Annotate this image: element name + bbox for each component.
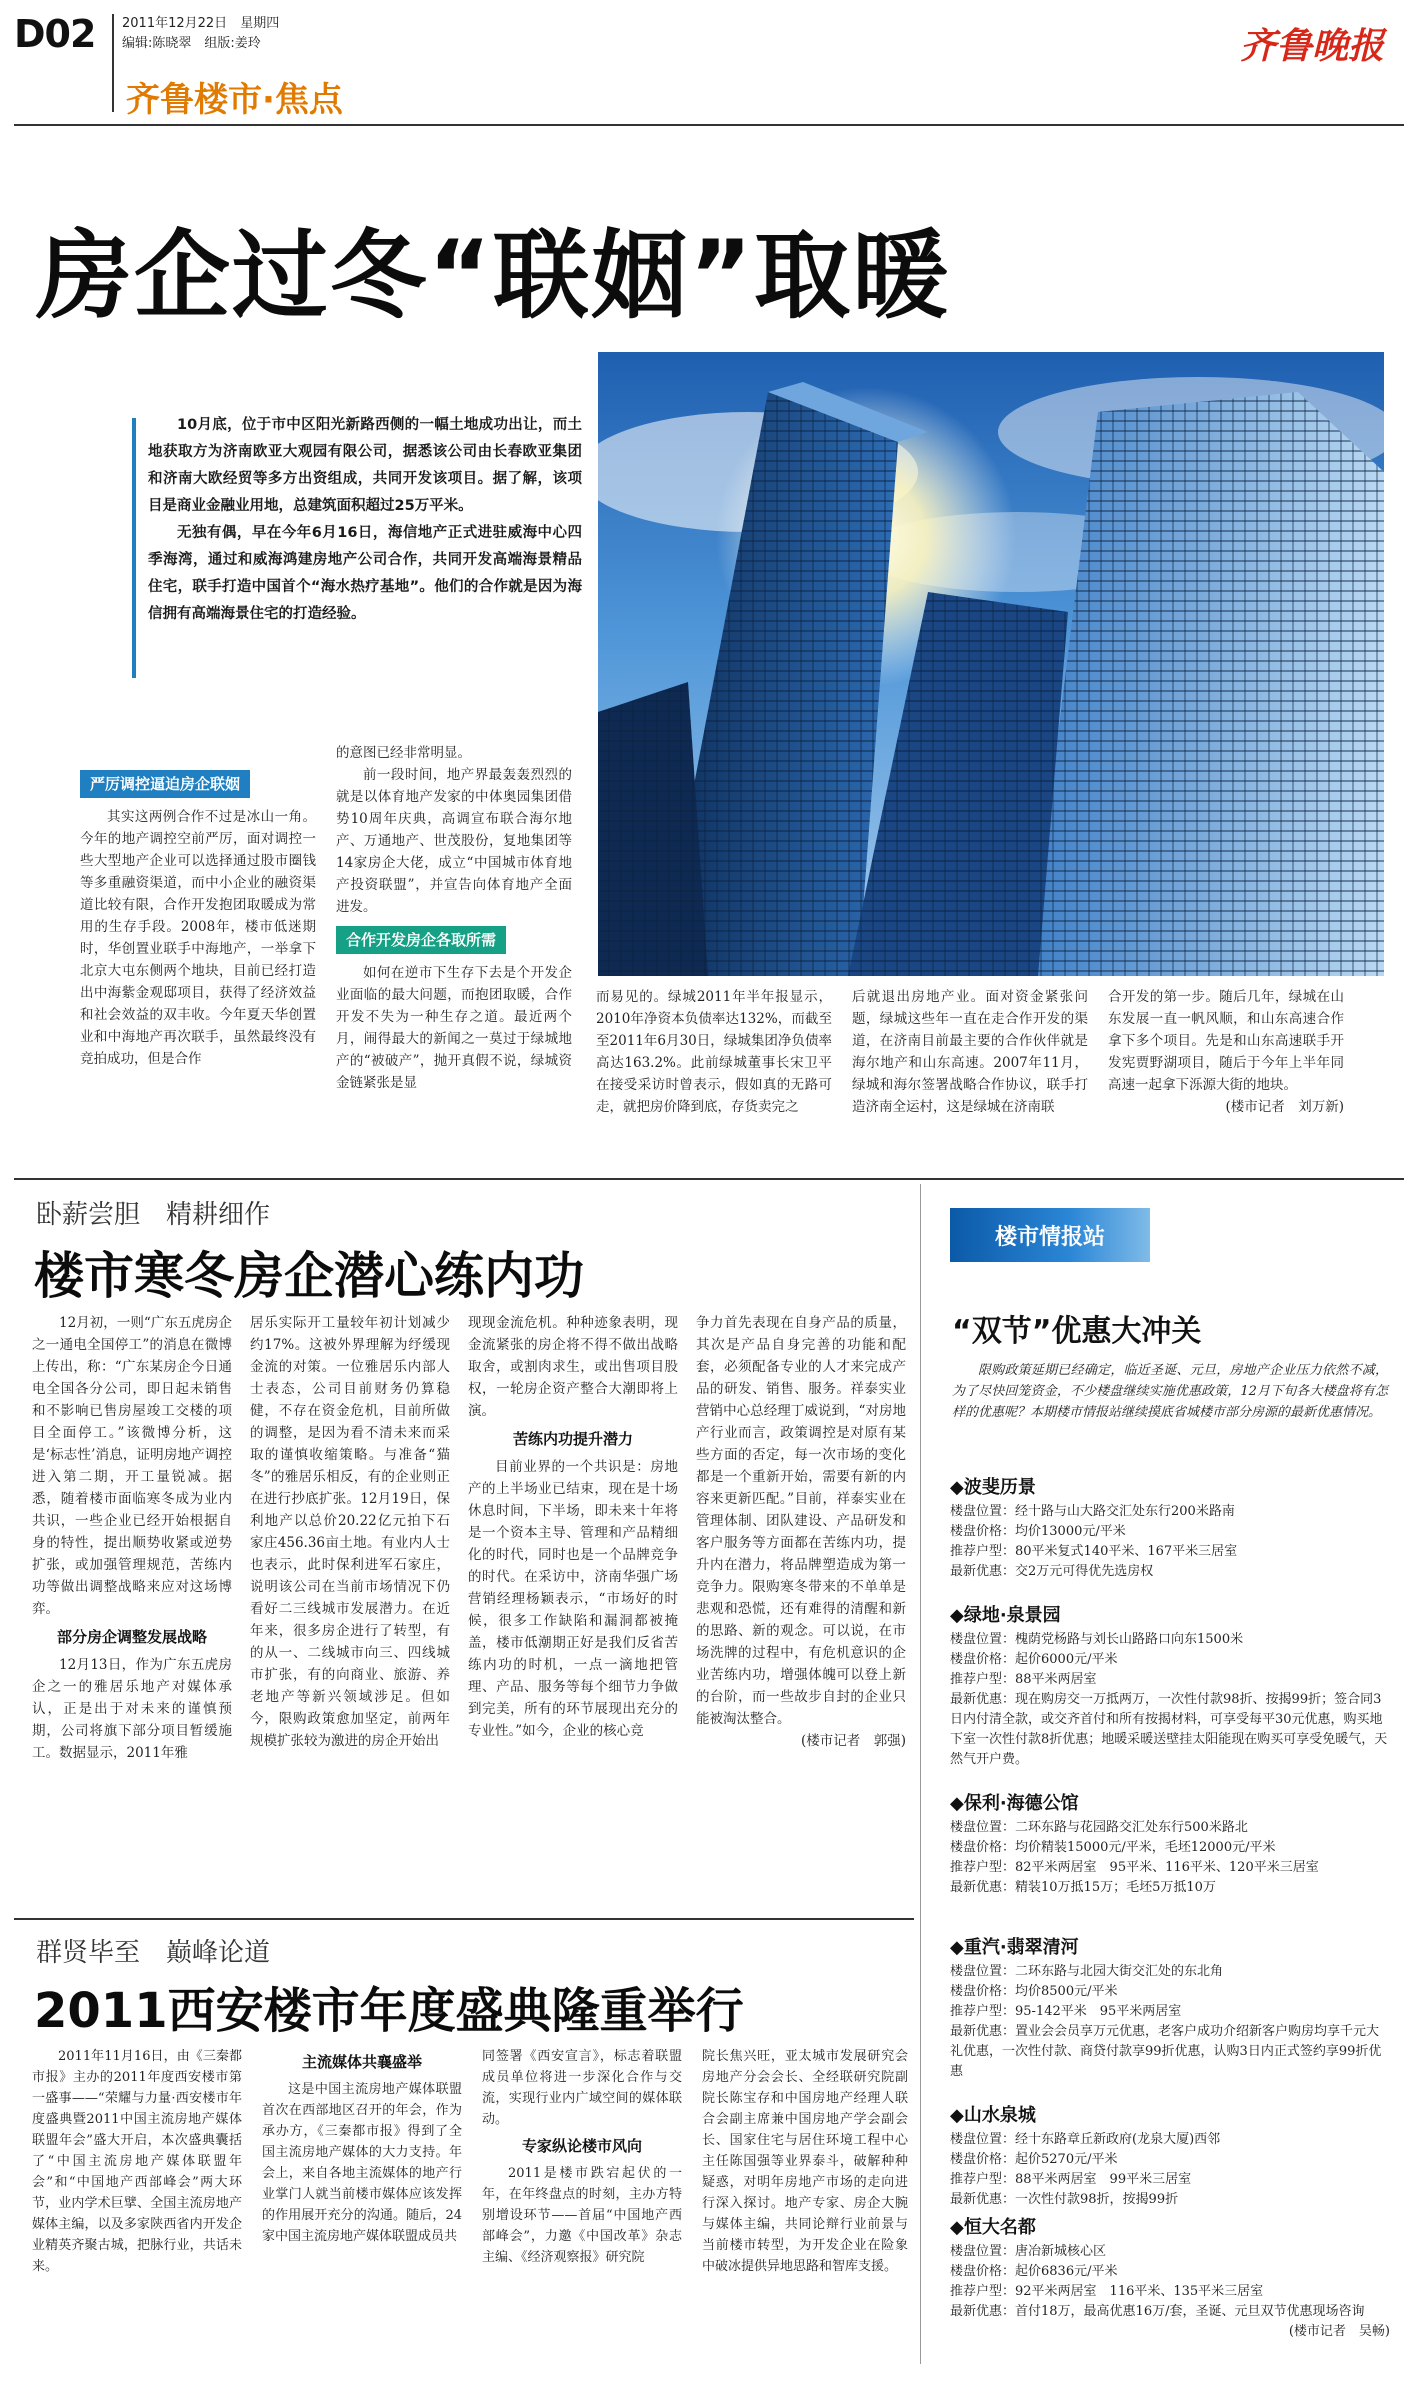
story2-column-1 <box>32 1312 232 1764</box>
listing-deal: 最新优惠：交2万元可得优先选房权 <box>950 1564 1154 1579</box>
story1-subhead-1: 严厉调控逼迫房企联姻 <box>80 770 250 798</box>
listing-type: 推荐户型：88平米两居室 99平米三居室 <box>950 2172 1192 2187</box>
column-divider <box>920 1184 921 2364</box>
listing-deal: 最新优惠：置业会会员享万元优惠，老客户成功介绍新客户购房均享千元大礼优惠，一次性付款、商贷付款享99折优惠，认购3日内正式签约享99折优惠 <box>950 2024 1382 2079</box>
listing-location: 楼盘位置：槐荫党杨路与刘长山路路口向东1500米 <box>950 1632 1244 1647</box>
body-text: 12月初，一则“广东五虎房企之一通电全国停工”的消息在微博上传出，称：“广东某房企今日通电全国各分公司，即日起未销售和不影响已售房屋竣工交楼的项目全面停工。”该微博分析，这是‘标志性’消息，证明房地产调控进入第二期，开工量锐减。据悉，随着楼市面临寒冬成为业内共识，一些企业已经开始根据自身的特性，提出顺势收紧或逆势扩张，或加强管理规范，苦练内功等做出调整战略来应对这场博弈。 <box>32 1315 232 1617</box>
listing-location: 楼盘位置：经十东路章丘新政府(龙泉大厦)西邻 <box>950 2132 1221 2147</box>
story2-subhead-2: 苦练内功提升潜力 <box>512 1430 633 1448</box>
listing-name: ◆波斐历景 <box>950 1477 1036 1498</box>
story1-column-3 <box>596 986 832 1118</box>
listing-5 <box>950 2106 1390 2210</box>
story2-column-4 <box>696 1312 906 1752</box>
body-text: 2011年11月16日，由《三秦都市报》主办的2011年度西安楼市第一盛事——“荣耀与力量·西安楼市年度盛典暨2011中国主流房地产媒体联盟年会”盛大开启，本次盛典囊括了“中国主流房地产媒体联盟年会”和“中国地产西部峰会”两大环节，业内学术巨擘、全国主流房地产媒体主编，以及多家陕西省内开发企业精英齐聚古城，把脉行业，共话未来。 <box>32 2049 242 2274</box>
body-text: 争力首先表现在自身产品的质量，其次是产品自身完善的功能和配套，必须配备专业的人才来完成产品的研发、销售、服务。祥泰实业营销中心总经理丁威说到，“对房地产行业而言，政策调控是对原有某些方面的否定，每一次市场的变化都是一个重新开始，需要有新的内容来更新匹配。”目前，祥泰实业在管理体制、团队建设、产品研发和客户服务等方面都在苦练内功，提升内在潜力，将品牌塑造成为第一竞争力。限购寒冬带来的不单单是悲观和恐慌，还有难得的清醒和新的思路、新的观念。可以说，在市场洗牌的过程中，有危机意识的企业苦练内功，增强体魄可以登上新的台阶，而一些故步自封的企业只能被淘汰整合。 <box>696 1315 906 1727</box>
story3-headline: 2011西安楼市年度盛典隆重举行 <box>34 1983 744 2039</box>
story2-column-3 <box>468 1312 678 1742</box>
listing-name: ◆山水泉城 <box>950 2105 1036 2126</box>
listing-type: 推荐户型：88平米两居室 <box>950 1672 1097 1687</box>
listing-type: 推荐户型：82平米两居室 95平米、116平米、120平米三居室 <box>950 1860 1319 1875</box>
body-text: 合开发的第一步。随后几年，绿城在山东发展一直一帆风顺，和山东高速合作拿下多个项目。先是和山东高速联手开发宪贾野湖项目，随后于今年上半年同高速一起拿下泺源大街的地块。 <box>1108 989 1344 1093</box>
listing-1 <box>950 1478 1390 1582</box>
listing-deal: 最新优惠：一次性付款98折，按揭99折 <box>950 2192 1179 2207</box>
story3-column-1 <box>32 2046 242 2277</box>
paper-logo: 齐鲁晚报 <box>1240 25 1385 67</box>
listing-type: 推荐户型：80平米复式140平米、167平米三居室 <box>950 1544 1238 1559</box>
story2-subhead-1: 部分房企调整发展战略 <box>56 1628 207 1646</box>
listing-name: ◆绿地·泉景园 <box>950 1605 1061 1626</box>
story1-column-4 <box>852 986 1088 1118</box>
skyscraper-photo <box>598 352 1384 976</box>
section-divider <box>14 1918 914 1920</box>
body-text: 同签署《西安宣言》，标志着联盟成员单位将进一步深化合作与交流，实现行业内广域空间的媒体联动。 <box>482 2049 682 2127</box>
story2-kicker: 卧薪尝胆 精耕细作 <box>36 1200 271 1230</box>
story2-headline: 楼市寒冬房企潜心练内功 <box>34 1247 584 1305</box>
story3-kicker: 群贤毕至 巅峰论道 <box>36 1938 271 1968</box>
sidebar-intro: 限购政策延期已经确定，临近圣诞、元旦，房地产企业压力依然不减，为了尽快回笼资金，不少楼盘继续实施优惠政策，12月下旬各大楼盘将有怎样的优惠呢？本期楼市情报站继续摸底省城楼市部分房源的最新优惠情况。 <box>952 1363 1388 1420</box>
issue-weekday: 星期四 <box>240 16 280 31</box>
story2-byline: (楼市记者 郭强) <box>800 1733 906 1749</box>
listing-6 <box>950 2218 1390 2342</box>
issue-meta <box>122 14 279 54</box>
story3-subhead-2: 专家纵论楼市风向 <box>521 2137 642 2155</box>
sidebar-logo-text: 楼市情报站 <box>994 1224 1105 1250</box>
listing-location: 楼盘位置：唐冶新城核心区 <box>950 2244 1107 2259</box>
lead-paragraph: 10月底，位于市中区阳光新路西侧的一幅土地成功出让，而土地获取方为济南欧亚大观园有限公司，据悉该公司由长春欧亚集团和济南大欧经贸等多方出资组成，共同开发该项目。据了解，该项目是商业金融业用地，总建筑面积超过25万平米。 <box>148 417 582 514</box>
listing-name: ◆保利·海德公馆 <box>950 1793 1079 1814</box>
listing-deal: 最新优惠：精装10万抵15万；毛坯5万抵10万 <box>950 1880 1216 1895</box>
listing-price: 楼盘价格：均价精装15000元/平米，毛坯12000元/平米 <box>950 1840 1276 1855</box>
listing-location: 楼盘位置：二环东路与北园大街交汇处的东北角 <box>950 1964 1224 1979</box>
listing-type: 推荐户型：92平米两居室 116平米、135平米三居室 <box>950 2284 1264 2299</box>
masthead-divider <box>14 124 1404 126</box>
listing-4 <box>950 1938 1390 2082</box>
listing-name: ◆重汽·翡翠清河 <box>950 1937 1079 1958</box>
listing-price: 楼盘价格：均价8500元/平米 <box>950 1984 1118 1999</box>
story1-subhead-2: 合作开发房企各取所需 <box>336 926 506 954</box>
listing-type: 推荐户型：95-142平米 95平米两居室 <box>950 2004 1182 2019</box>
story3-column-3 <box>482 2046 682 2268</box>
section-title: 齐鲁楼市·焦点 <box>126 80 343 120</box>
editor-credit: 编辑:陈晓翠 <box>122 36 192 51</box>
story3-column-4 <box>702 2046 908 2277</box>
section-divider <box>14 1178 1404 1180</box>
body-text: 如何在逆市下生存下去是个开发企业面临的最大问题，而抱团取暖，合作开发不失为一种生存之道。最近两个月，闹得最大的新闻之一莫过于绿城地产的“被破产”，抛开真假不说，绿城资金链紧张是显 <box>336 965 572 1091</box>
story1-column-1 <box>80 770 316 1070</box>
page-number: D02 <box>14 12 96 56</box>
listing-3 <box>950 1794 1390 1898</box>
body-text: 居乐实际开工量较年初计划减少约17%。这被外界理解为纾缓现金流的对策。一位雅居乐内部人士表态，公司目前财务仍算稳健，不存在资金危机，目前所做的调整，是因为看不清未来而采取的谨慎收缩策略。与准备“猫冬”的雅居乐相反，有的企业则正在进行抄底扩张。12月19日，保利地产以总价20.22亿元拍下石家庄456.36亩土地。有业内人士也表示，此时保利进军石家庄，说明该公司在当前市场情况下仍看好二三线城市发展潜力。在近年来，很多房企进行了转型，有的从一、二线城市向三、四线城市扩张，有的向商业、旅游、养老地产等新兴领域涉足。但如今，限购政策愈加坚定，前两年规模扩张较为激进的房企开始出 <box>250 1315 450 1749</box>
listing-price: 楼盘价格：起价6836元/平米 <box>950 2264 1118 2279</box>
issue-date: 2011年12月22日 <box>122 16 228 31</box>
sidebar-headline: “双节”优惠大冲关 <box>952 1314 1202 1349</box>
story1-headline: 房企过冬“联姻”取暖 <box>36 220 951 332</box>
story1-byline: (楼市记者 刘万新) <box>1225 1099 1344 1115</box>
listing-location: 楼盘位置：二环东路与花园路交汇处东行500米路北 <box>950 1820 1248 1835</box>
listing-price: 楼盘价格：起价5270元/平米 <box>950 2152 1118 2167</box>
listing-deal: 最新优惠：现在购房交一万抵两万，一次性付款98折、按揭99折；签合同3日内付清全款，或交齐首付和所有按揭材料，可享受每平30元优惠，购买地下室一次性付款8折优惠；地暖采暖送壁挂太阳能现在购买可享受免暖气，天然气开户费。 <box>950 1692 1388 1767</box>
body-text: 现现金流危机。种种迹象表明，现金流紧张的房企将不得不做出战略取舍，或割肉求生，或出售项目股权，一轮房企资产整合大潮即将上演。 <box>468 1315 678 1419</box>
body-text: 后就退出房地产业。面对资金紧张问题，绿城这些年一直在走合作开发的渠道，在济南目前最主要的合作伙伴就是海尔地产和山东高速。2007年11月，绿城和海尔签署战略合作协议，联手打造济南全运村，这是绿城在济南联 <box>852 989 1088 1115</box>
body-text: 2011是楼市跌宕起伏的一年，在年终盘点的时刻，主办方特别增设环节——首届“中国地产西部峰会”，力邀《中国改革》杂志主编、《经济观察报》研究院 <box>482 2166 682 2265</box>
sidebar-logo <box>950 1208 1150 1262</box>
story3-subhead-1: 主流媒体共襄盛举 <box>301 2053 422 2071</box>
story1-column-5 <box>1108 986 1344 1118</box>
listing-name: ◆恒大名都 <box>950 2217 1036 2238</box>
story3-column-2 <box>262 2046 462 2247</box>
sidebar-byline: (楼市记者 吴畅) <box>1288 2324 1390 2339</box>
masthead-divider-vertical <box>112 14 114 112</box>
body-text: 的意图已经非常明显。 <box>336 745 471 761</box>
story1-column-2 <box>336 742 572 1094</box>
body-text: 而易见的。绿城2011年半年报显示，2010年净资本负债率达132%，而截至至2011年6月30日，绿城集团净负债率高达163.2%。此前绿城董事长宋卫平在接受采访时曾表示，假如真的无路可走，就把房价降到底，存货卖完之 <box>596 989 832 1115</box>
lead-intro <box>148 412 582 628</box>
body-text: 院长焦兴旺，亚太城市发展研究会房地产分会会长、全经联研究院副院长陈宝存和中国房地产经理人联合会副主席兼中国房地产学会副会长、国家住宅与居住环境工程中心主任陈国强等业界泰斗，破解种种疑惑，对明年房地产市场的走向进行深入探讨。地产专家、房企大腕与媒体主编，共同论辩行业前景与当前楼市转型，为开发企业在险象中破冰提供异地思路和智库支援。 <box>702 2049 908 2274</box>
listing-deal: 最新优惠：首付18万，最高优惠16万/套，圣诞、元旦双节优惠现场咨询 <box>950 2304 1365 2319</box>
listing-price: 楼盘价格：起价6000元/平米 <box>950 1652 1118 1667</box>
body-text: 目前业界的一个共识是：房地产的上半场业已结束，现在是十场休息时间，下半场，即未来十年将是一个资本主导、管理和产品精细化的时代，同时也是一个品牌竞争的时代。在采访中，济南华强广场营销经理杨颖表示，“市场好的时候，很多工作缺陷和漏洞都被掩盖，楼市低潮期正好是我们反省苦练内功的时机，一点一滴地把管理、产品、服务等每个细节力争做到完美，所有的环节展现出充分的专业性。”如今，企业的核心竞 <box>468 1459 678 1739</box>
body-text: 前一段时间，地产界最轰轰烈烈的就是以体育地产发家的中体奥园集团借势10周年庆典，高调宣布联合海尔地产、万通地产、世茂股份，复地集团等14家房企大佬，成立“中国城市体育地产投资联盟”，并宣告向体育地产全面进发。 <box>336 767 572 915</box>
body-text: 这是中国主流房地产媒体联盟首次在西部地区召开的年会，作为承办方，《三秦都市报》得到了全国主流房地产媒体的大力支持。年会上，来自各地主流媒体的地产行业掌门人就当前楼市媒体应该发挥的作用展开充分的沟通。随后，24家中国主流房地产媒体联盟成员共 <box>262 2082 462 2244</box>
lead-paragraph: 无独有偶，早在今年6月16日，海信地产正式进驻威海中心四季海湾，通过和威海鸿建房地产公司合作，共同开发高端海景精品住宅，联手打造中国首个“海水热疗基地”。他们的合作就是因为海信拥有高端海景住宅的打造经验。 <box>148 525 582 622</box>
listing-2 <box>950 1606 1390 1770</box>
listing-location: 楼盘位置：经十路与山大路交汇处东行200米路南 <box>950 1504 1235 1519</box>
body-text: 12月13日，作为广东五虎房企之一的雅居乐地产对媒体承认，正是出于对未来的谨慎预期，公司将旗下部分项目暂缓施工。数据显示，2011年雅 <box>32 1657 232 1761</box>
listing-price: 楼盘价格：均价13000元/平米 <box>950 1524 1126 1539</box>
layout-credit: 组版:姜玲 <box>204 36 261 51</box>
story2-column-2 <box>250 1312 450 1752</box>
lead-intro-bracket <box>132 418 136 678</box>
body-text: 其实这两例合作不过是冰山一角。今年的地产调控空前严厉，面对调控一些大型地产企业可以选择通过股市圈钱等多重融资渠道，而中小企业的融资渠道比较有限，合作开发抱团取暖成为常用的生存手段。2008年，楼市低迷期时，华创置业联手中海地产，一举拿下北京大屯东侧两个地块，目前已经打造出中海紫金观邸项目，获得了经济效益和社会效益的双丰收。今年夏天华创置业和中海地产再次联手，虽然最终没有竞拍成功，但是合作 <box>80 809 316 1067</box>
